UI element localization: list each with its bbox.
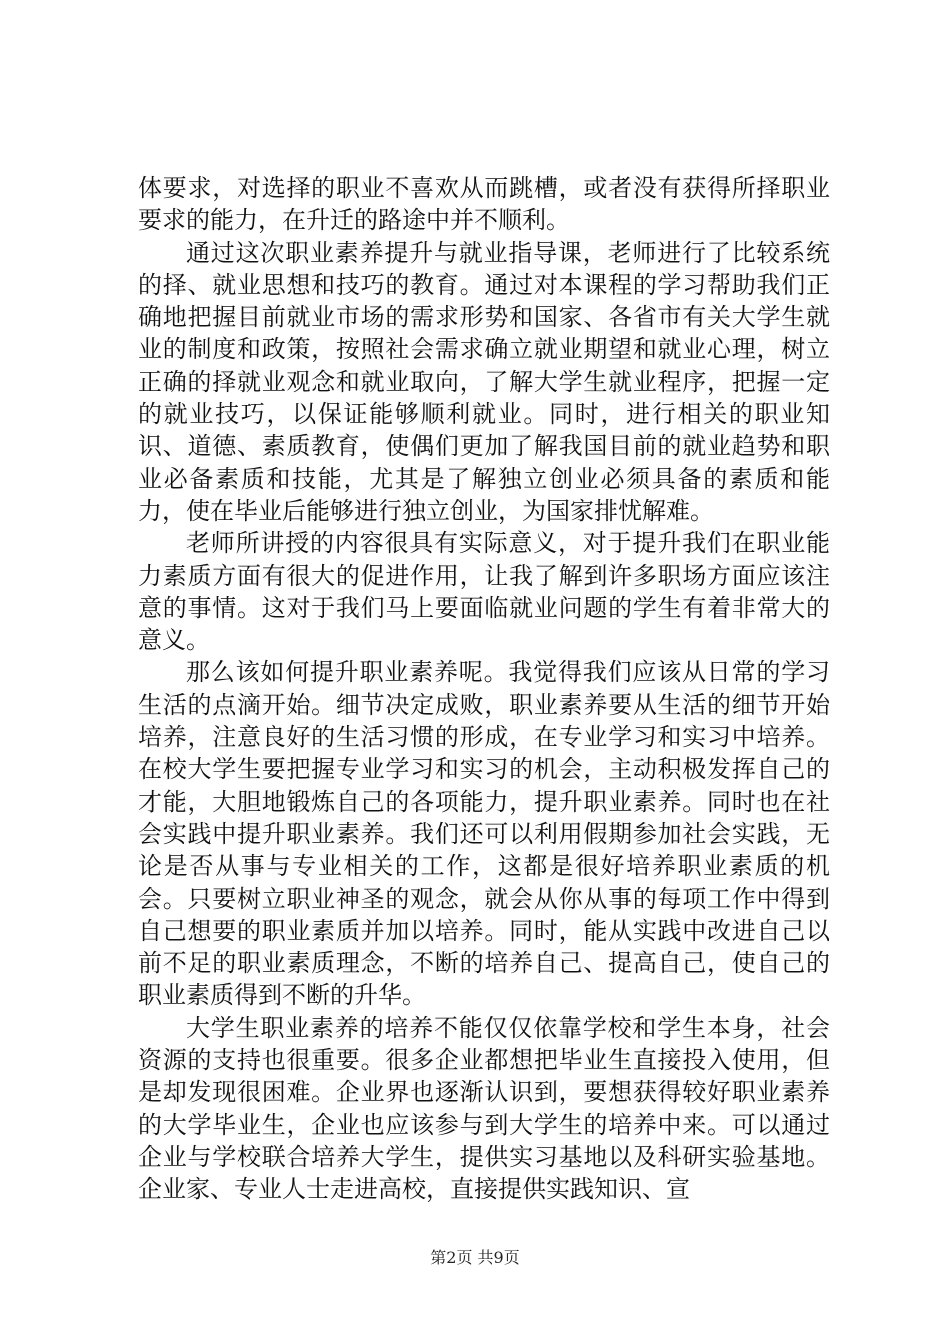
paragraph-improve-literacy: 那么该如何提升职业素养呢。我觉得我们应该从日常的学习生活的点滴开始。细节决定成败，职业素养要从生活的细节开始培养，注意良好的生活习惯的形成，在专业学习和实习中培养。在校大学生要把握专业学习和实习的机会，主动积极发挥自己的才能，大胆地锻炼自己的各项能力，提升职业素养。同时也在社会实践中提升职业素养。我们还可以利用假期参加社会实践，无论是否从事与专业相关的工作，这都是很好培养职业素质的机会。只要树立职业神圣的观念，就会从你从事的每项工作中得到自己想要的职业素质并加以培养。同时，能从实践中改进自己以前不足的职业素质理念，不断的培养自己、提高自己，使自己的职业素质得到不断的升华。 (138, 658, 830, 1010)
document-body (138, 172, 830, 1206)
paragraph-course-summary: 通过这次职业素养提升与就业指导课，老师进行了比较系统的择、就业思想和技巧的教育。通过对本课程的学习帮助我们正确地把握目前就业市场的需求形势和国家、各省市有关大学生就业的制度和政策，按照社会需求确立就业期望和就业心理，树立正确的择就业观念和就业取向，了解大学生就业程序，把握一定的就业技巧，以保证能够顺利就业。同时，进行相关的职业知识、道德、素质教育，使偶们更加了解我国目前的就业趋势和职业必备素质和技能，尤其是了解独立创业必须具备的素质和能力，使在毕业后能够进行独立创业，为国家排忧解难。 (138, 238, 830, 525)
paragraph-continued: 体要求，对选择的职业不喜欢从而跳槽，或者没有获得所择职业要求的能力，在升迁的路途中并不顺利。 (138, 174, 830, 235)
paragraph-social-resources: 大学生职业素养的培养不能仅仅依靠学校和学生本身，社会资源的支持也很重要。很多企业都想把毕业生直接投入使用，但是却发现很困难。企业界也逐渐认识到，要想获得较好职业素养的大学毕业生，企业也应该参与到大学生的培养中来。可以通过企业与学校联合培养大学生，提供实习基地以及科研实验基地。企业家、专业人士走进高校，直接提供实践知识、宣 (138, 1013, 830, 1204)
paragraph-teacher-content: 老师所讲授的内容很具有实际意义，对于提升我们在职业能力素质方面有很大的促进作用，让我了解到许多职场方面应该注意的事情。这对于我们马上要面临就业问题的学生有着非常大的意义。 (138, 529, 830, 655)
page-number-footer: 第2页 共9页 (430, 1248, 520, 1267)
